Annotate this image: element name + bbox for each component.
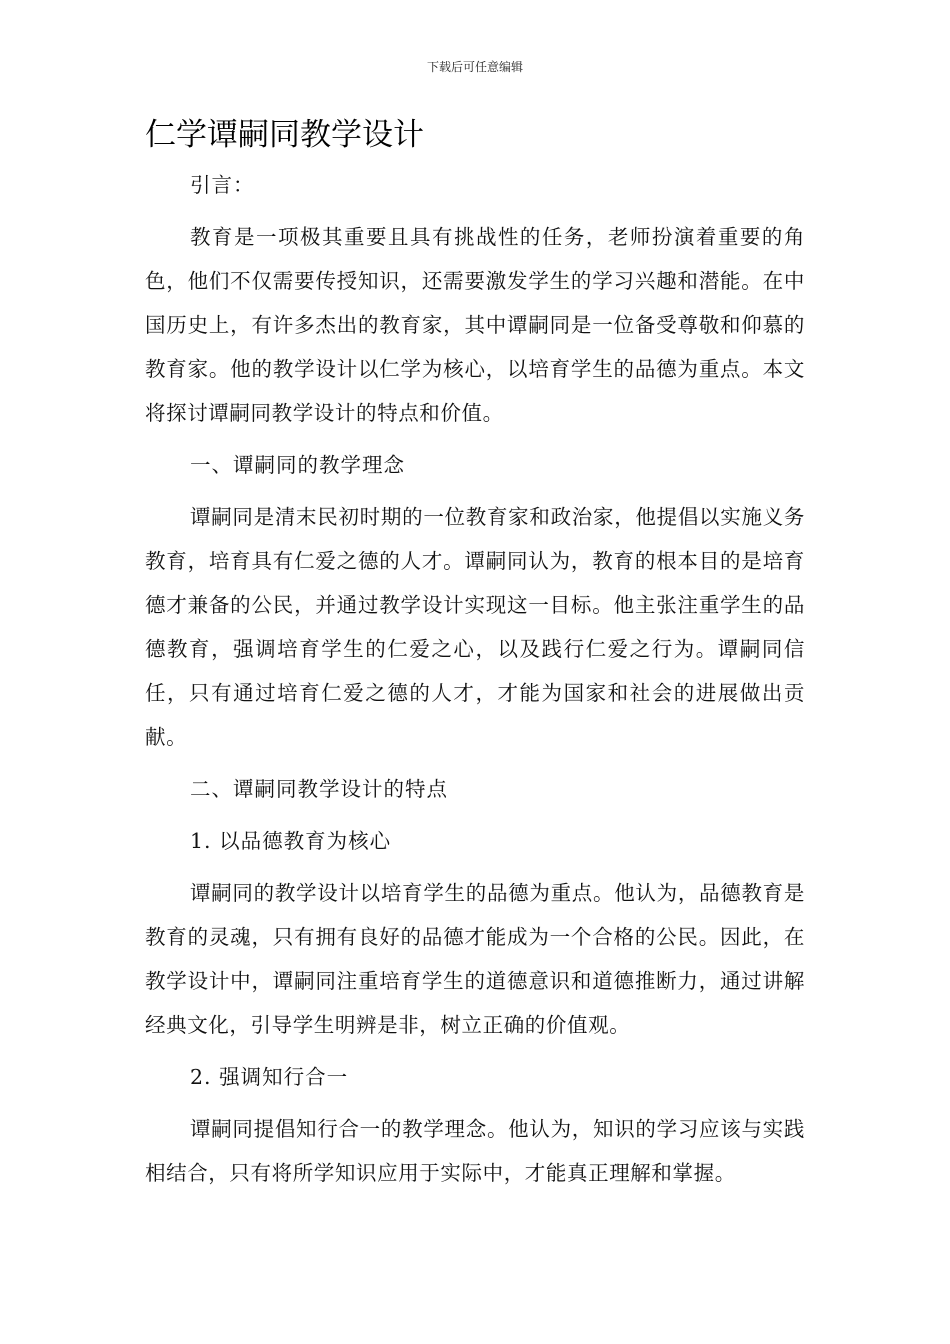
section-1-paragraph: 谭嗣同是清末民初时期的一位教育家和政治家，他提倡以实施义务教育，培育具有仁爱之德的人才。谭嗣同认为，教育的根本目的是培育德才兼备的公民，并通过教学设计实现这一目标。他主张注重学生的品德教育，强调培育学生的仁爱之心，以及践行仁爱之行为。谭嗣同信任，只有通过培育仁爱之德的人才，才能为国家和社会的进展做出贡献。 [145,505,805,749]
subsection-1-paragraph: 谭嗣同的教学设计以培育学生的品德为重点。他认为，品德教育是教育的灵魂，只有拥有良好的品德才能成为一个合格的公民。因此，在教学设计中，谭嗣同注重培育学生的道德意识和道德推断力，通过讲解经典文化，引导学生明辨是非，树立正确的价值观。 [145,881,805,1037]
subsection-heading-1: 1. 以品德教育为核心 [190,829,392,853]
document-title: 仁学谭嗣同教学设计 [145,117,424,153]
subsection-heading-2: 2. 强调知行合一 [190,1065,349,1089]
section-heading-1: 一、谭嗣同的教学理念 [190,453,405,477]
document-body [145,163,805,1195]
subsection-2-paragraph: 谭嗣同提倡知行合一的教学理念。他认为，知识的学习应该与实践相结合，只有将所学知识应用于实际中，才能真正理解和掌握。 [145,1117,805,1185]
header-note: 下载后可任意编辑 [426,60,523,74]
section-heading-2: 二、谭嗣同教学设计的特点 [190,777,448,801]
intro-label: 引言： [190,173,255,197]
intro-paragraph: 教育是一项极其重要且具有挑战性的任务，老师扮演着重要的角色，他们不仅需要传授知识，还需要激发学生的学习兴趣和潜能。在中国历史上，有许多杰出的教育家，其中谭嗣同是一位备受尊敬和仰慕的教育家。他的教学设计以仁学为核心，以培育学生的品德为重点。本文将探讨谭嗣同教学设计的特点和价值。 [145,225,805,425]
